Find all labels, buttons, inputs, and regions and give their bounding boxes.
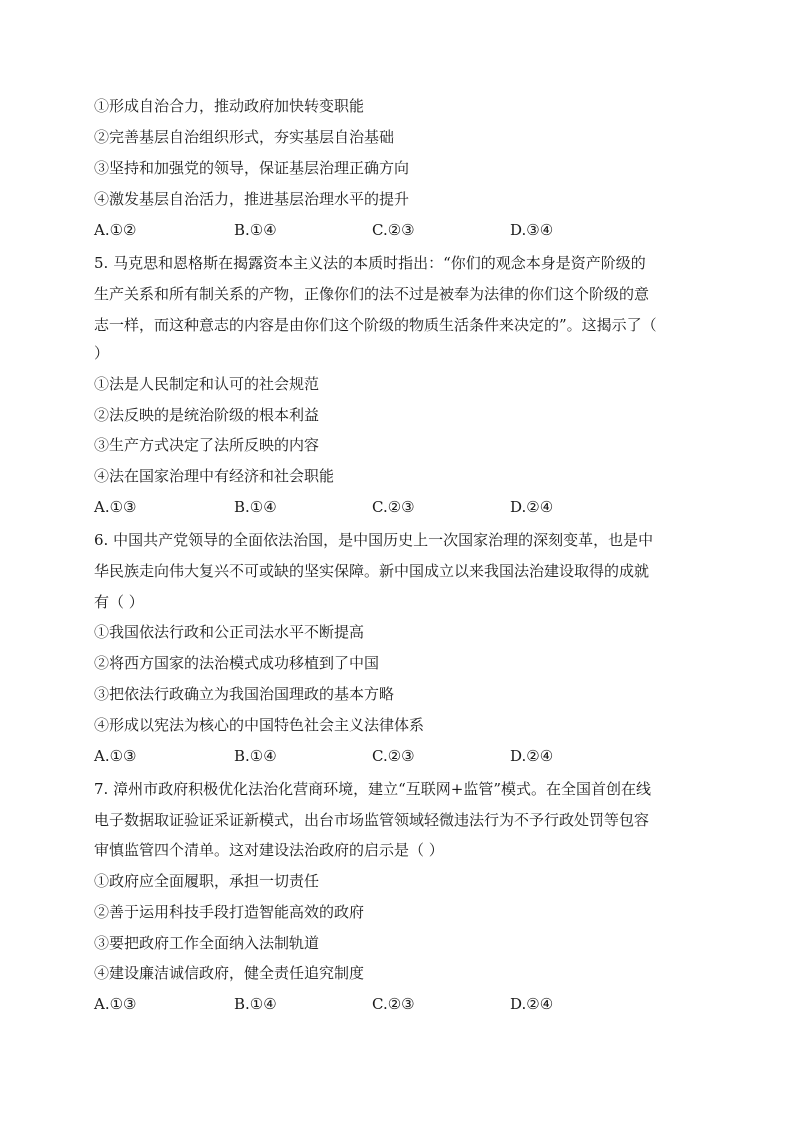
q5-option-b: B.①④ <box>234 498 277 516</box>
q4-option-a: A.①② <box>94 221 137 239</box>
q7-option-a: A.①③ <box>94 995 137 1013</box>
q4-option-c: C.②③ <box>372 221 415 239</box>
q5-item-4: ④法在国家治理中有经济和社会职能 <box>94 467 335 485</box>
q7-item-2: ②善于运用科技手段打造智能高效的政府 <box>94 903 365 921</box>
q6-item-4: ④形成以宪法为核心的中国特色社会主义法律体系 <box>94 716 425 734</box>
q5-stem-line-3: 志一样，而这种意志的内容是由你们这个阶级的物质生活条件来决定的”。这揭示了（ <box>94 316 657 334</box>
q4-option-d: D.③④ <box>510 221 554 239</box>
q5-stem-line-2: 生产关系和所有制关系的产物，正像你们的法不过是被奉为法律的你们这个阶级的意 <box>94 285 650 303</box>
q6-option-c: C.②③ <box>372 747 415 765</box>
q6-option-b: B.①④ <box>234 747 277 765</box>
q7-option-b: B.①④ <box>234 995 277 1013</box>
q5-option-c: C.②③ <box>372 498 415 516</box>
q6-item-3: ③把依法行政确立为我国治国理政的基本方略 <box>94 685 395 703</box>
q7-item-3: ③要把政府工作全面纳入法制轨道 <box>94 934 320 952</box>
q7-stem-line-1: 7. 漳州市政府积极优化法治化营商环境，建立“互联网+监管”模式。在全国首创在线 <box>94 780 651 798</box>
q6-item-2: ②将西方国家的法治模式成功移植到了中国 <box>94 654 380 672</box>
q7-option-d: D.②④ <box>510 995 554 1013</box>
q5-stem-line-1: 5. 马克思和恩格斯在揭露资本主义法的本质时指出：“你们的观念本身是资产阶级的 <box>94 254 646 272</box>
q5-stem-line-4: ） <box>94 344 110 362</box>
q7-item-4: ④建设廉洁诚信政府，健全责任追究制度 <box>94 964 365 982</box>
q4-item-3: ③坚持和加强党的领导，保证基层治理正确方向 <box>94 159 410 177</box>
q7-item-1: ①政府应全面履职，承担一切责任 <box>94 872 320 890</box>
q5-option-a: A.①③ <box>94 498 137 516</box>
q5-item-2: ②法反映的是统治阶级的根本利益 <box>94 406 320 424</box>
q6-option-a: A.①③ <box>94 747 137 765</box>
q6-stem-line-1: 6. 中国共产党领导的全面依法治国，是中国历史上一次国家治理的深刻变革，也是中 <box>94 531 654 549</box>
q4-item-1: ①形成自治合力，推动政府加快转变职能 <box>94 97 365 115</box>
q6-option-d: D.②④ <box>510 747 554 765</box>
q7-option-c: C.②③ <box>372 995 415 1013</box>
q6-stem-line-3: 有（ ） <box>94 593 144 611</box>
q4-item-4: ④激发基层自治活力，推进基层治理水平的提升 <box>94 190 410 208</box>
q5-item-1: ①法是人民制定和认可的社会规范 <box>94 375 320 393</box>
q6-item-1: ①我国依法行政和公正司法水平不断提高 <box>94 623 365 641</box>
q5-option-d: D.②④ <box>510 498 554 516</box>
q7-stem-line-3: 审慎监管四个清单。这对建设法治政府的启示是（ ） <box>94 841 444 859</box>
q7-stem-line-2: 电子数据取证验证采证新模式，出台市场监管领域轻微违法行为不予行政处罚等包容 <box>94 811 650 829</box>
q4-item-2: ②完善基层自治组织形式，夯实基层自治基础 <box>94 128 395 146</box>
q4-option-b: B.①④ <box>234 221 277 239</box>
q5-item-3: ③生产方式决定了法所反映的内容 <box>94 436 320 454</box>
q6-stem-line-2: 华民族走向伟大复兴不可或缺的坚实保障。新中国成立以来我国法治建设取得的成就 <box>94 562 650 580</box>
